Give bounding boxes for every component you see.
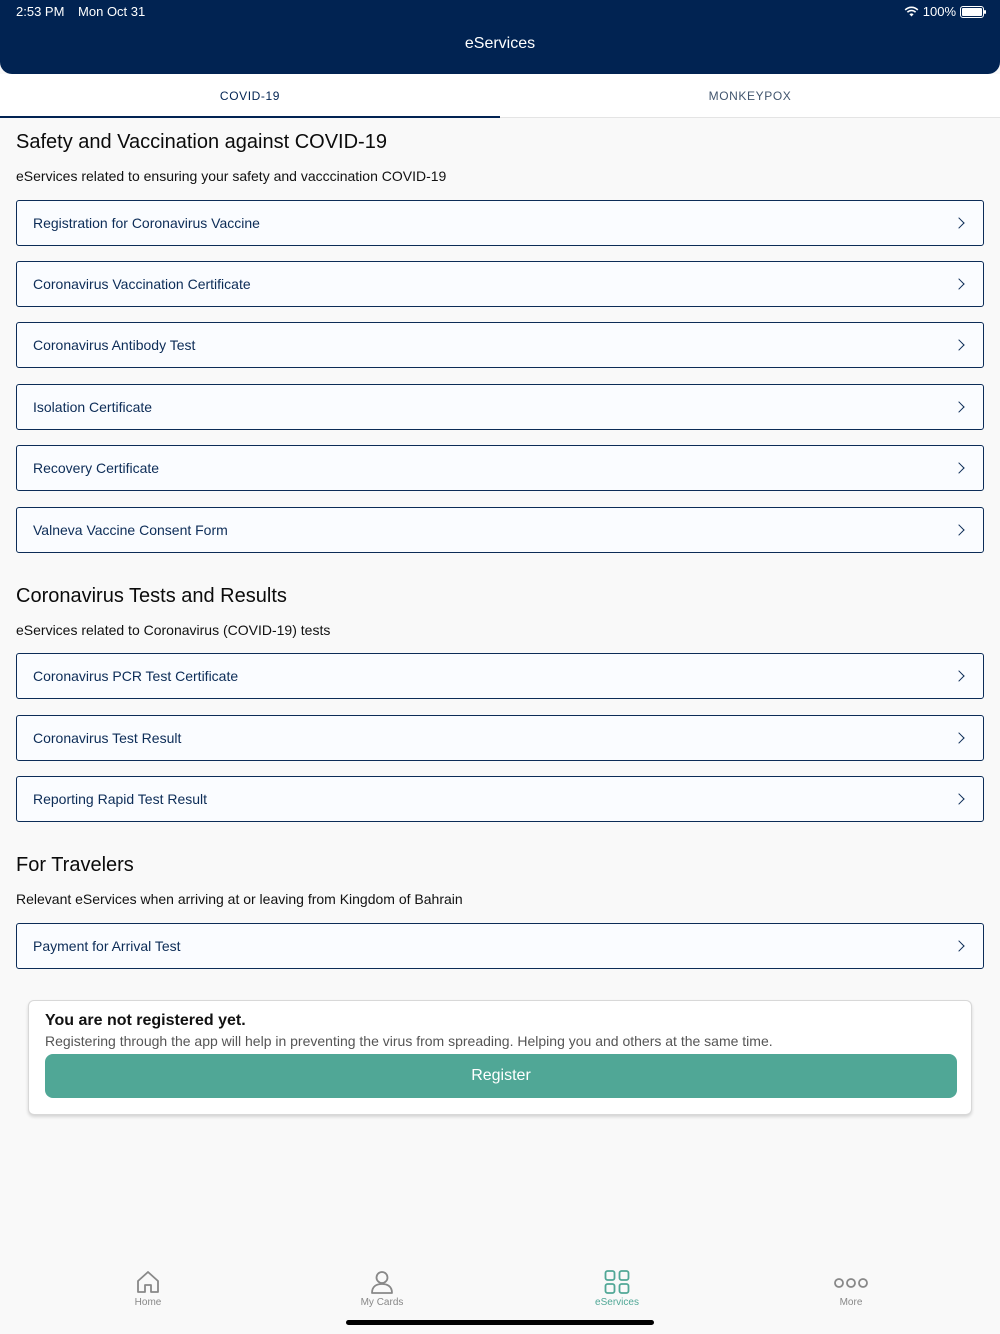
chevron-right-icon	[953, 401, 964, 412]
service-label: Coronavirus PCR Test Certificate	[33, 668, 239, 684]
service-registration-vaccine[interactable]	[16, 200, 984, 246]
grid-icon	[604, 1270, 630, 1294]
status-date: Mon Oct 31	[78, 4, 146, 19]
service-label: Valneva Vaccine Consent Form	[33, 522, 228, 538]
chevron-right-icon	[953, 462, 964, 473]
service-label: Isolation Certificate	[33, 399, 153, 415]
chevron-right-icon	[953, 670, 964, 681]
tab-covid-19[interactable]: COVID-19	[0, 74, 500, 117]
chevron-right-icon	[953, 940, 964, 951]
service-label: Coronavirus Test Result	[33, 730, 182, 746]
section-title-safety: Safety and Vaccination against COVID-19	[16, 131, 387, 153]
service-recovery-certificate[interactable]	[16, 445, 984, 491]
nav-label: eServices	[595, 1297, 639, 1308]
nav-label: More	[839, 1297, 863, 1308]
status-bar-right	[904, 4, 984, 19]
service-label: Coronavirus Vaccination Certificate	[33, 276, 251, 292]
service-label: Registration for Coronavirus Vaccine	[33, 215, 260, 231]
wifi-icon	[904, 6, 919, 17]
nav-label: My Cards	[360, 1297, 404, 1308]
nav-item-more[interactable]	[791, 1270, 911, 1308]
chevron-right-icon	[953, 339, 964, 350]
service-arrival-test-payment[interactable]	[16, 923, 984, 969]
top-bar	[0, 0, 1000, 74]
status-time: 2:53 PM	[16, 4, 65, 19]
service-antibody-test[interactable]	[16, 322, 984, 368]
chevron-right-icon	[953, 793, 964, 804]
nav-item-my-cards[interactable]	[322, 1270, 442, 1308]
service-label: Recovery Certificate	[33, 460, 160, 476]
registration-card	[28, 1000, 972, 1115]
registration-title: You are not registered yet.	[45, 1012, 246, 1029]
chevron-right-icon	[953, 524, 964, 535]
nav-item-home[interactable]	[88, 1270, 208, 1308]
home-indicator[interactable]	[346, 1320, 654, 1325]
more-icon	[833, 1270, 869, 1294]
section-subtitle-tests: eServices related to Coronavirus (COVID-19) tests	[16, 622, 331, 638]
tab-monkeypox[interactable]: MONKEYPOX	[708, 89, 792, 103]
service-pcr-certificate[interactable]	[16, 653, 984, 699]
service-isolation-certificate[interactable]	[16, 384, 984, 430]
register-button[interactable]: Register	[45, 1054, 957, 1098]
registration-description: Registering through the app will help in preventing the virus from spreading. Helping you and others at the same time.	[45, 1033, 773, 1049]
nav-label: Home	[134, 1297, 162, 1308]
service-test-result[interactable]	[16, 715, 984, 761]
chevron-right-icon	[953, 732, 964, 743]
battery-icon	[960, 6, 984, 18]
service-vaccination-certificate[interactable]	[16, 261, 984, 307]
home-icon	[135, 1270, 161, 1294]
service-label: Coronavirus Antibody Test	[33, 337, 196, 353]
chevron-right-icon	[953, 278, 964, 289]
page-title: eServices	[464, 35, 536, 52]
section-title-tests: Coronavirus Tests and Results	[16, 585, 287, 607]
nav-item-eservices[interactable]	[557, 1270, 677, 1308]
battery-percent: 100%	[922, 4, 956, 19]
section-title-travelers: For Travelers	[16, 854, 134, 876]
user-icon	[369, 1270, 395, 1294]
service-rapid-test-report[interactable]	[16, 776, 984, 822]
section-subtitle-safety: eServices related to ensuring your safety and vacccination COVID-19	[16, 168, 447, 184]
service-label: Reporting Rapid Test Result	[33, 791, 208, 807]
section-subtitle-travelers: Relevant eServices when arriving at or leaving from Kingdom of Bahrain	[16, 891, 463, 907]
chevron-right-icon	[953, 217, 964, 228]
service-valneva-consent[interactable]	[16, 507, 984, 553]
service-label: Payment for Arrival Test	[33, 938, 181, 954]
tab-bar	[0, 74, 1000, 118]
status-bar-left	[16, 4, 155, 19]
